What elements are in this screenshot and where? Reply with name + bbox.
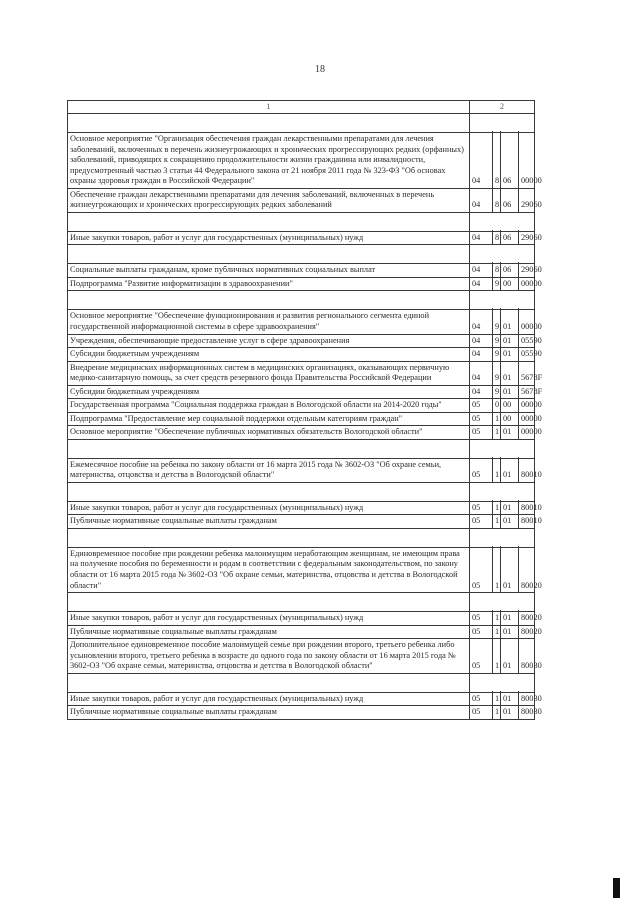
code-program: 9 <box>492 384 500 399</box>
code-direction: 80030 <box>518 637 544 673</box>
code-subprogram: 01 <box>500 384 518 399</box>
code-direction: 80020 <box>518 624 544 639</box>
row-name-cell: Дополнительное единовременное пособие малоимущей семье при рождении второго, третьего ребенка либо усыновлении второго, третьего ребенка в возрасте до одного года по закону области от 16 марта 2015 года № 3602-ОЗ "Об охране семьи, материнства, отцовства и детства в Вологодской области" <box>68 639 470 674</box>
code-chapter: 05 <box>472 626 481 636</box>
code-subprogram: 01 <box>500 691 518 706</box>
classification-code-cell <box>470 547 542 592</box>
spacer-cell <box>470 439 535 458</box>
code-program: 1 <box>492 610 500 625</box>
row-name-cell: Государственная программа "Социальная поддержка граждан в Вологодской области на 2014-2020 годы" <box>68 399 470 413</box>
code-program: 9 <box>492 308 500 333</box>
code-program: 1 <box>492 637 500 673</box>
code-chapter: 05 <box>472 693 481 703</box>
code-subprogram: 01 <box>500 704 518 719</box>
spacer-cell <box>68 291 470 310</box>
spacer-cell <box>68 482 470 501</box>
row-name-cell: Единовременное пособие при рождении ребенка малоимущим неработающим женщинам, не имеющим права на получение пособия по беременности и родам в соответствии с федеральным законодательством, по закону области от 16 марта 2015 года № 3602-ОЗ "Об охране семьи, материнства, отцовства и детства в Вологодской области" <box>68 547 470 592</box>
spacer-cell <box>470 482 535 501</box>
code-chapter: 04 <box>472 200 481 210</box>
table-row <box>68 334 535 348</box>
classification-code-cell <box>470 639 542 674</box>
code-subprogram: 01 <box>500 457 518 482</box>
code-subprogram: 00 <box>500 397 518 412</box>
code-chapter: 04 <box>472 176 481 186</box>
code-chapter: 05 <box>472 427 481 437</box>
code-direction: 80020 <box>518 546 544 592</box>
table-row <box>68 458 535 482</box>
classification-code-cell <box>470 310 542 334</box>
header-col-1: 1 <box>68 101 470 114</box>
code-chapter: 04 <box>472 373 481 383</box>
code-direction: 00000 <box>518 308 544 333</box>
code-program: 8 <box>492 262 500 277</box>
code-direction: 00000 <box>518 131 544 188</box>
table-header-row <box>68 101 535 114</box>
table-row <box>68 264 535 278</box>
table-row <box>68 515 535 529</box>
row-name-cell: Основное мероприятие "Организация обеспечения граждан лекарственными препаратами для лечения заболеваний, включенных в перечень жизнеугрожающих и хронических прогрессирующих редких (орфанных) заболеваний, приводящих к сокращению продолжительности жизни гражданина или инвалидности, предусмотренный частью 3 статьи 44 Федерального закона от 21 ноября 2011 года № 323-ФЗ "Об основах охраны здоровья граждан в Российской Федерации" <box>68 133 470 189</box>
code-program: 8 <box>492 230 500 245</box>
code-program: 1 <box>492 500 500 515</box>
row-name-cell: Публичные нормативные социальные выплаты гражданам <box>68 706 470 720</box>
code-direction: 80010 <box>518 500 544 515</box>
code-direction: 80010 <box>518 457 544 482</box>
code-direction: 5678F <box>518 360 544 385</box>
table-row <box>68 706 535 720</box>
code-chapter: 04 <box>472 335 481 345</box>
code-chapter: 05 <box>472 470 481 480</box>
code-direction: 80030 <box>518 704 544 719</box>
table-row <box>68 277 535 291</box>
code-subprogram: 01 <box>500 637 518 673</box>
table-row <box>68 133 535 189</box>
row-name-cell: Иные закупки товаров, работ и услуг для государственных (муниципальных) нужд <box>68 501 470 515</box>
code-direction: 5678F <box>518 384 544 399</box>
row-name-cell: Ежемесячное пособие на ребенка по закону области от 16 марта 2015 года № 3602-ОЗ "Об охране семьи, материнства, отцовства и детства в Вологодской области" <box>68 458 470 482</box>
code-program: 1 <box>492 424 500 439</box>
spacer-row <box>68 291 535 310</box>
row-name-cell: Публичные нормативные социальные выплаты гражданам <box>68 625 470 639</box>
table-row <box>68 348 535 362</box>
table-row <box>68 385 535 399</box>
code-program: 9 <box>492 276 500 291</box>
code-direction: 29060 <box>518 230 544 245</box>
code-program: 8 <box>492 131 500 188</box>
spacer-row <box>68 212 535 231</box>
code-subprogram: 06 <box>500 131 518 188</box>
code-direction: 80010 <box>518 513 544 528</box>
code-direction: 29060 <box>518 187 544 212</box>
code-subprogram: 01 <box>500 346 518 361</box>
code-program: 1 <box>492 691 500 706</box>
row-name-cell: Публичные нормативные социальные выплаты гражданам <box>68 515 470 529</box>
row-name-cell: Иные закупки товаров, работ и услуг для государственных (муниципальных) нужд <box>68 612 470 626</box>
row-name-cell: Подпрограмма "Предоставление мер социальной поддержки отдельным категориям граждан" <box>68 412 470 426</box>
code-subprogram: 06 <box>500 262 518 277</box>
code-chapter: 05 <box>472 400 481 410</box>
code-program: 1 <box>492 411 500 426</box>
spacer-row <box>68 439 535 458</box>
code-chapter: 05 <box>472 502 481 512</box>
code-chapter: 04 <box>472 349 481 359</box>
classification-code-cell <box>470 133 542 189</box>
code-direction: 80020 <box>518 610 544 625</box>
code-program: 1 <box>492 624 500 639</box>
page-number: 18 <box>315 64 325 75</box>
code-program: 1 <box>492 704 500 719</box>
row-name-cell: Обеспечение граждан лекарственными препаратами для лечения заболеваний, включенных в перечень жизнеугрожающих и хронических прогрессирующих редких заболеваний <box>68 188 470 212</box>
table-row <box>68 501 535 515</box>
code-subprogram: 00 <box>500 411 518 426</box>
row-name-cell: Субсидии бюджетным учреждениям <box>68 385 470 399</box>
code-direction: 00000 <box>518 411 544 426</box>
code-chapter: 05 <box>472 580 481 590</box>
spacer-row <box>68 245 535 264</box>
code-direction: 29060 <box>518 262 544 277</box>
code-subprogram: 01 <box>500 513 518 528</box>
code-subprogram: 01 <box>500 546 518 592</box>
code-chapter: 05 <box>472 413 481 423</box>
table-row <box>68 188 535 212</box>
classification-code-cell <box>470 361 543 385</box>
spacer-cell <box>470 291 535 310</box>
row-name-cell: Основное мероприятие "Обеспечение функционирования и развития регионального сегмента единой государственной информационной системы в сфере здравоохранения" <box>68 310 470 334</box>
row-name-cell: Учреждения, обеспечивающие предоставление услуг в сфере здравоохранения <box>68 334 470 348</box>
code-subprogram: 01 <box>500 500 518 515</box>
row-name-cell: Подпрограмма "Развитие информатизации в здравоохранении" <box>68 277 470 291</box>
spacer-cell <box>68 245 470 264</box>
spacer-cell <box>68 673 470 692</box>
spacer-cell <box>470 528 535 547</box>
table-row <box>68 625 535 639</box>
scan-edge-mark <box>613 878 620 898</box>
table-row <box>68 639 535 674</box>
spacer-row <box>68 528 535 547</box>
spacer-row <box>68 593 535 612</box>
spacer-row <box>68 482 535 501</box>
code-chapter: 05 <box>472 516 481 526</box>
spacer-cell <box>68 114 470 133</box>
code-subprogram: 01 <box>500 360 518 385</box>
spacer-cell <box>68 439 470 458</box>
code-direction: 00000 <box>518 397 544 412</box>
code-chapter: 04 <box>472 278 481 288</box>
spacer-cell <box>470 593 535 612</box>
classification-code-cell <box>470 277 542 291</box>
code-direction: 05590 <box>518 333 544 348</box>
table-row <box>68 412 535 426</box>
code-direction: 80030 <box>518 691 544 706</box>
code-direction: 00000 <box>518 424 544 439</box>
table-row <box>68 361 535 385</box>
code-subprogram: 06 <box>500 230 518 245</box>
classification-code-cell <box>470 231 542 245</box>
table-row <box>68 692 535 706</box>
spacer-cell <box>470 245 535 264</box>
table-row <box>68 612 535 626</box>
code-subprogram: 01 <box>500 333 518 348</box>
classification-code-cell <box>470 426 542 440</box>
budget-classification-table <box>67 100 543 720</box>
classification-code-cell <box>470 458 542 482</box>
spacer-cell <box>68 212 470 231</box>
code-program: 9 <box>492 346 500 361</box>
code-chapter: 04 <box>472 232 481 242</box>
code-direction: 00000 <box>518 276 544 291</box>
code-program: 8 <box>492 187 500 212</box>
table-row <box>68 426 535 440</box>
spacer-cell <box>470 114 535 133</box>
code-chapter: 04 <box>472 322 481 331</box>
code-chapter: 05 <box>472 707 481 717</box>
code-subprogram: 01 <box>500 624 518 639</box>
code-chapter: 05 <box>472 613 481 623</box>
spacer-cell <box>470 212 535 231</box>
spacer-cell <box>68 593 470 612</box>
table-row <box>68 399 535 413</box>
code-subprogram: 01 <box>500 424 518 439</box>
classification-code-cell <box>470 706 542 720</box>
code-chapter: 04 <box>472 265 481 275</box>
spacer-cell <box>470 673 535 692</box>
row-name-cell: Субсидии бюджетным учреждениям <box>68 348 470 362</box>
code-subprogram: 01 <box>500 308 518 333</box>
code-chapter: 04 <box>472 386 481 396</box>
code-program: 0 <box>492 397 500 412</box>
code-subprogram: 06 <box>500 187 518 212</box>
spacer-cell <box>68 528 470 547</box>
code-subprogram: 01 <box>500 610 518 625</box>
classification-code-cell <box>470 515 542 529</box>
row-name-cell: Иные закупки товаров, работ и услуг для государственных (муниципальных) нужд <box>68 692 470 706</box>
row-name-cell: Социальные выплаты гражданам, кроме публичных нормативных социальных выплат <box>68 264 470 278</box>
row-name-cell: Внедрение медицинских информационных систем в медицинских организациях, оказывающих первичную медико-санитарную помощь, за счет средств резервного фонда Правительства Российской Федерации <box>68 361 470 385</box>
code-program: 1 <box>492 513 500 528</box>
table-row <box>68 310 535 334</box>
code-program: 1 <box>492 457 500 482</box>
code-program: 1 <box>492 546 500 592</box>
table-row <box>68 231 535 245</box>
row-name-cell: Основное мероприятие "Обеспечение публичных нормативных обязательств Вологодской области" <box>68 426 470 440</box>
code-program: 9 <box>492 333 500 348</box>
code-subprogram: 00 <box>500 276 518 291</box>
table-row <box>68 547 535 592</box>
code-chapter: 05 <box>472 661 481 671</box>
row-name-cell: Иные закупки товаров, работ и услуг для государственных (муниципальных) нужд <box>68 231 470 245</box>
spacer-row <box>68 673 535 692</box>
classification-code-cell <box>470 188 542 212</box>
code-program: 9 <box>492 360 500 385</box>
spacer-row <box>68 114 535 133</box>
header-col-2: 2 <box>470 101 535 114</box>
code-direction: 05590 <box>518 346 544 361</box>
